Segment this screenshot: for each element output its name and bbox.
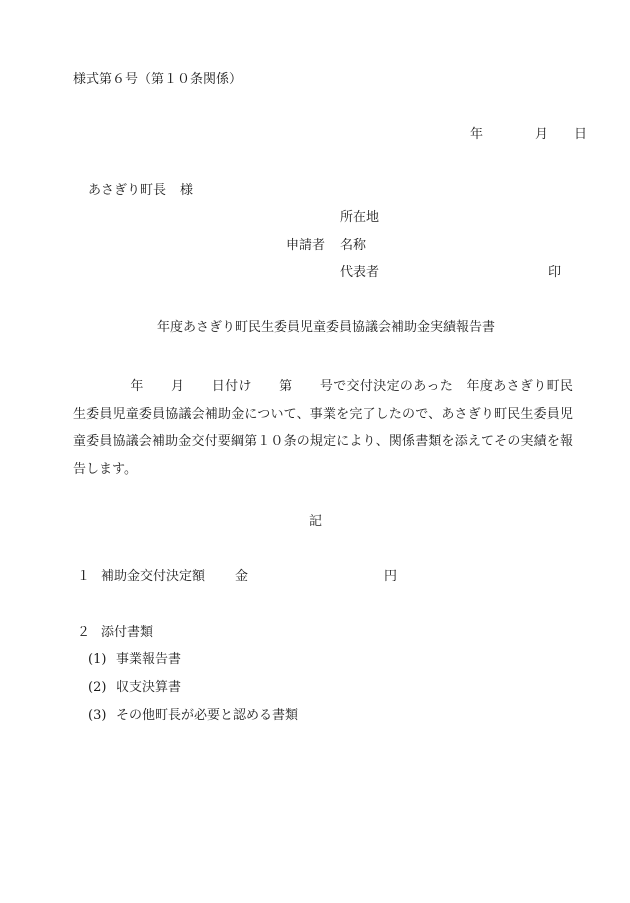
body-year: 年 xyxy=(130,379,144,394)
attachment-item xyxy=(88,652,181,668)
body-day: 日付け xyxy=(211,379,252,394)
item-attachments xyxy=(77,625,153,641)
date-month: 月 xyxy=(535,127,549,142)
item-number: ２ xyxy=(77,625,91,640)
currency-label: 金 xyxy=(235,569,249,584)
addressee xyxy=(88,183,193,199)
seal-mark: 印 xyxy=(548,265,562,280)
body-month: 月 xyxy=(170,379,185,394)
form-number: 様式第６号（第１０条関係） xyxy=(73,72,243,87)
document-title: 年度あさぎり町民生委員児童委員協議会補助金実績報告書 xyxy=(157,320,496,335)
date-day: 日 xyxy=(574,127,588,142)
date-line xyxy=(470,127,587,143)
name-label: 名称 xyxy=(340,238,367,253)
item-label: 補助金交付決定額 xyxy=(101,569,206,584)
addressee-honorific: 様 xyxy=(180,183,194,198)
applicant-label: 申請者 xyxy=(286,238,326,253)
representative-label: 代表者 xyxy=(340,265,380,280)
body-text: 号で交付決定のあった 年度あさぎり町民生委員児童委員協議会補助金について、事業を完了したので、あさぎり町民生委員児童委員協議会補助金交付要綱第１０条の規定により、関係書類を添えてその実績を報告します。 xyxy=(73,379,573,477)
attachment-number: (3) xyxy=(88,708,107,723)
body-paragraph xyxy=(73,373,573,483)
attachment-label: 収支決算書 xyxy=(116,680,182,695)
ki-heading: 記 xyxy=(309,514,323,529)
body-number-prefix: 第 xyxy=(278,379,293,394)
item-grant-amount xyxy=(77,569,397,585)
attachment-label: 事業報告書 xyxy=(116,652,182,667)
attachment-label: その他町長が必要と認める書類 xyxy=(116,708,299,723)
unit-label: 円 xyxy=(384,569,398,584)
attachment-number: (2) xyxy=(88,680,107,695)
item-number: １ xyxy=(77,569,91,584)
attachment-number: (1) xyxy=(88,652,107,667)
attachment-item xyxy=(88,680,181,696)
date-year: 年 xyxy=(470,127,484,142)
address-label: 所在地 xyxy=(340,210,380,225)
item-label: 添付書類 xyxy=(101,625,154,640)
attachment-item xyxy=(88,708,298,724)
addressee-name: あさぎり町長 xyxy=(88,183,167,198)
